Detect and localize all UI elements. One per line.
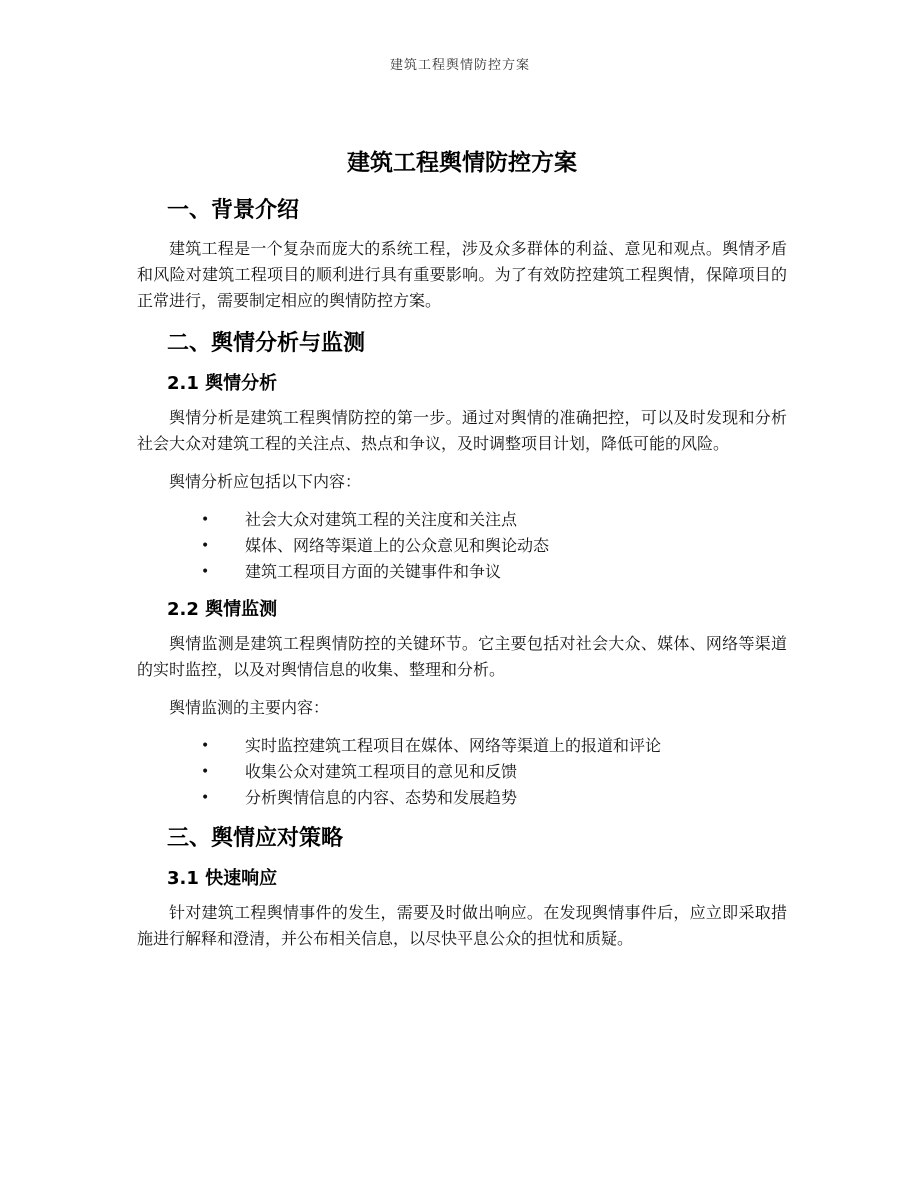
subsection-heading-quick-response: 3.1 快速响应 (167, 868, 278, 889)
background-paragraph: 建筑工程是一个复杂而庞大的系统工程，涉及众多群体的利益、意见和观点。舆情矛盾和风险对建筑工程项目的顺利进行具有重要影响。为了有效防控建筑工程舆情，保障项目的正常进行，需要制定相应的舆情防控方案。 (137, 239, 787, 310)
document-body (137, 144, 787, 964)
list-item-text: 社会大众对建筑工程的关注度和关注点 (245, 510, 518, 529)
bullet-icon: • (201, 764, 210, 780)
subsection-heading-analysis: 2.1 舆情分析 (167, 373, 278, 394)
bullet-icon: • (201, 512, 210, 528)
list-item (137, 759, 787, 785)
list-item (137, 559, 787, 585)
list-item-text: 收集公众对建筑工程项目的意见和反馈 (245, 762, 518, 781)
list-item (137, 507, 787, 533)
analysis-intro: 舆情分析应包括以下内容： (169, 472, 362, 491)
bullet-icon: • (201, 738, 210, 754)
quick-response-paragraph: 针对建筑工程舆情事件的发生，需要及时做出响应。在发现舆情事件后，应立即采取措施进行解释和澄清，并公布相关信息，以尽快平息公众的担忧和质疑。 (137, 903, 787, 948)
section-heading-analysis-monitoring: 二、舆情分析与监测 (167, 331, 366, 356)
monitoring-paragraph: 舆情监测是建筑工程舆情防控的关键环节。它主要包括对社会大众、媒体、网络等渠道的实时监控，以及对舆情信息的收集、整理和分析。 (137, 634, 787, 679)
analysis-paragraph: 舆情分析是建筑工程舆情防控的第一步。通过对舆情的准确把控，可以及时发现和分析社会大众对建筑工程的关注点、热点和争议，及时调整项目计划，降低可能的风险。 (137, 408, 787, 453)
list-item-text: 媒体、网络等渠道上的公众意见和舆论动态 (245, 536, 550, 555)
document-title: 建筑工程舆情防控方案 (347, 150, 577, 176)
bullet-icon: • (201, 790, 210, 806)
list-item (137, 733, 787, 759)
bullet-icon: • (201, 564, 210, 580)
section-heading-response-strategy: 三、舆情应对策略 (167, 826, 344, 851)
list-item-text: 建筑工程项目方面的关键事件和争议 (245, 562, 502, 581)
bullet-icon: • (201, 538, 210, 554)
section-heading-background: 一、背景介绍 (167, 198, 300, 223)
analysis-list (137, 507, 787, 585)
subsection-heading-monitoring: 2.2 舆情监测 (167, 599, 278, 620)
list-item (137, 533, 787, 559)
list-item-text: 分析舆情信息的内容、态势和发展趋势 (245, 788, 518, 807)
monitoring-intro: 舆情监测的主要内容： (169, 698, 330, 717)
running-header: 建筑工程舆情防控方案 (389, 58, 530, 73)
list-item-text: 实时监控建筑工程项目在媒体、网络等渠道上的报道和评论 (245, 736, 662, 755)
list-item (137, 785, 787, 811)
monitoring-list (137, 733, 787, 811)
